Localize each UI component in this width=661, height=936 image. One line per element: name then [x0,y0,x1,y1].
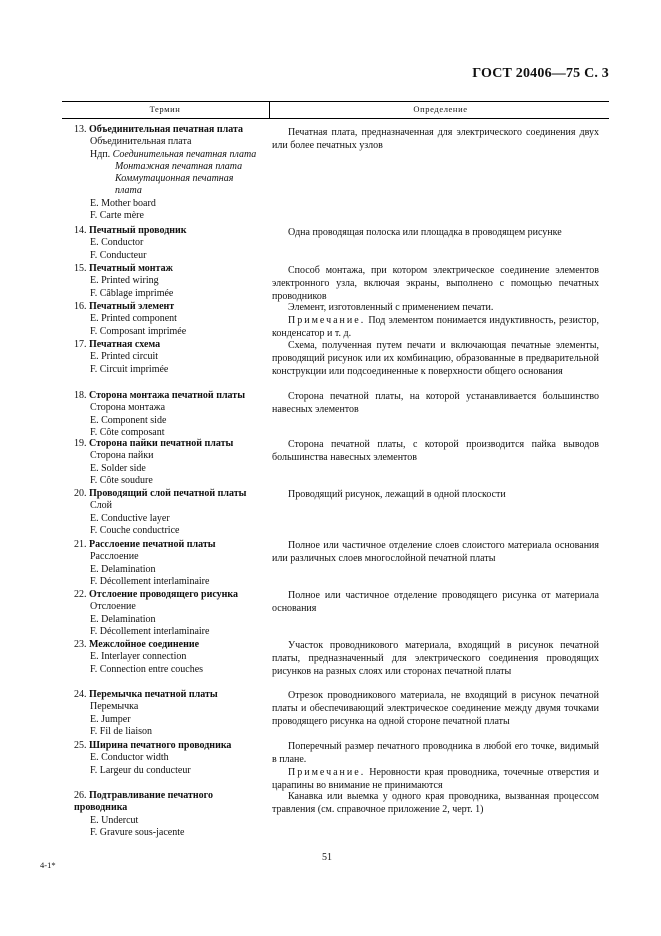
term-number: 15. [74,263,87,274]
definition-text: Полное или частичное отделение слоев слоистого материала основания или различных слоев многослойной печатной платы [272,540,599,564]
note-label: Примечание. [288,315,366,326]
term-cell [62,639,267,676]
definition-cell [272,226,599,239]
definition-text: Сторона печатной платы, с которой производится пайка выводов большинства навесных элементов [272,439,599,463]
english-term: E. Jumper [90,713,131,725]
standard-header: ГОСТ 20406—75 С. 3 [472,66,609,81]
term-number: 24. [74,689,87,700]
definition-cell [272,301,599,340]
french-term: F. Gravure sous-jacente [90,826,185,838]
definition-cell [272,126,599,152]
term-cell [62,438,267,487]
french-term: F. Conducteur [90,249,147,261]
term-number: 17. [74,339,87,350]
term-synonym: Объединительная плата [90,136,192,148]
french-term: F. Carte mère [90,210,144,222]
term-title: Печатный проводник [89,225,187,236]
english-term: E. Conductive layer [90,512,170,524]
english-term: E. Printed circuit [90,351,159,363]
print-mark: 4-1* [40,860,56,870]
term-number: 26. [74,790,87,801]
term-number: 21. [74,539,87,550]
term-title: Перемычка печатной платы [89,689,218,700]
definition-text: Отрезок проводникового материала, не входящий в рисунок печатной платы и обеспечивающий электрическое соединение между двумя точками проводящего рисунка на одной стороне печатной платы [272,690,599,727]
term-title: Проводящий слой печатной платы [89,488,247,499]
definition-text: Сторона печатной платы, на которой устанавливается большинство навесных элементов [272,391,599,415]
french-term: F. Connection entre couches [90,663,204,675]
english-term: E. Delamination [90,563,156,575]
npd-term: Монтажная печатная плата [115,160,243,172]
term-synonym: Сторона монтажа [90,402,166,414]
definition-text: Способ монтажа, при котором электрическое соединение элементов электронного узла, включая экраны, выполнено с помощью печатных проводников [272,265,599,302]
npd-term: Коммутационная печатная [115,173,234,185]
term-synonym: Слой [90,500,113,512]
english-term: E. Delamination [90,613,156,625]
term-title: Межслойное соединение [89,639,200,650]
french-term: F. Côte soudure [90,474,153,486]
definition-text: Участок проводникового материала, входящий в рисунок печатной платы, предназначенный для электрического соединения проводящих рисунков на разных слоях или сторонах печатной платы [272,640,599,677]
term-title: Печатный элемент [89,301,175,312]
definition-text: Канавка или выемка у одного края проводника, вызванная процессом травления (см. справочное приложение 2, черт. 1) [272,791,599,815]
definition-cell [272,639,599,678]
definition-cell [272,264,599,303]
definition-cell [272,740,599,792]
term-number: 19. [74,438,87,449]
english-term: E. Printed wiring [90,275,159,287]
definition-cell [272,438,599,464]
term-cell [62,689,267,738]
english-term: E. Interlayer connection [90,651,187,663]
column-header-term: Термин [149,104,181,114]
term-cell [62,740,267,777]
npd-label: Ндп. [90,148,111,160]
term-number: 16. [74,301,87,312]
definition-text: Поперечный размер печатного проводника в любой его точке, видимый в плане. [272,741,599,765]
term-number: 20. [74,488,87,499]
definition-text: Печатная плата, предназначенная для электрического соединения двух или более печатных узлов [272,127,599,151]
term-cell [62,339,267,376]
term-title: Сторона пайки печатной платы [89,438,234,449]
definition-cell [272,589,599,615]
definition-cell [272,339,599,378]
french-term: F. Couche conductrice [90,524,180,536]
note-text: Под элементом понимается индуктивность, резистор, конденсатор и т. д. [272,315,599,339]
term-title: Печатный монтаж [89,263,173,274]
french-term: F. Câblage imprimée [90,287,174,299]
term-synonym: Отслоение [90,601,136,613]
term-cell [62,539,267,588]
term-title: Расслоение печатной платы [89,539,216,550]
term-number: 22. [74,589,87,600]
term-cell [62,589,267,638]
term-cell [62,488,267,537]
term-cell [62,301,267,338]
term-title: Отслоение проводящего рисунка [89,589,239,600]
term-number: 23. [74,639,87,650]
term-number: 25. [74,740,87,751]
term-synonym: Расслоение [90,551,139,563]
definition-text: Полное или частичное отделение проводящего рисунка от материала основания [272,590,599,614]
term-cell [62,790,267,839]
column-header-definition: Определение [413,104,468,114]
french-term: F. Largeur du conducteur [90,764,191,776]
definition-text: Проводящий рисунок, лежащий в одной плоскости [288,489,506,500]
definition-cell [272,390,599,416]
term-synonym: Сторона пайки [90,450,154,462]
npd-term: Соединительная печатная плата [112,148,257,160]
definition-text: Элемент, изготовленный с применением печати. [288,302,494,313]
page-number: 51 [322,852,332,863]
term-title: Подтравливание печатного проводника [74,790,213,814]
french-term: F. Composant imprimée [90,325,187,337]
term-number: 18. [74,390,87,401]
english-term: E. Undercut [90,814,139,826]
note-label: Примечание. [288,767,366,778]
definition-text: Одна проводящая полоска или площадка в проводящем рисунке [288,227,562,238]
definition-cell [272,689,599,728]
term-number: 14. [74,225,87,236]
npd-term: плата [115,185,142,197]
definition-cell [272,790,599,816]
english-term: E. Printed component [90,313,177,325]
definition-text: Схема, полученная путем печати и включающая печатные элементы, проводящий рисунок или их комбинацию, образованные в предварительной конструкции или подсоединенные к поверхности общего основания [272,340,599,377]
term-title: Объединительная печатная плата [89,124,243,135]
note-text: Неровности края проводника, точечные отверстия и царапины во внимание не принимаются [272,767,599,791]
french-term: F. Côte composant [90,426,165,438]
term-title: Печатная схема [89,339,161,350]
english-term: E. Solder side [90,462,146,474]
term-number: 13. [74,124,87,135]
french-term: F. Décollement interlaminaire [90,575,210,587]
english-term: E. Component side [90,414,167,426]
term-cell [62,390,267,439]
french-term: F. Décollement interlaminaire [90,625,210,637]
french-term: F. Circuit imprimée [90,363,169,375]
english-term: E. Conductor [90,237,144,249]
term-cell [62,263,267,300]
term-title: Ширина печатного проводника [89,740,232,751]
definition-cell [272,539,599,565]
french-term: F. Fil de liaison [90,725,152,737]
term-synonym: Перемычка [90,701,139,713]
term-cell [62,225,267,262]
english-term: E. Conductor width [90,752,169,764]
term-title: Сторона монтажа печатной платы [89,390,246,401]
english-term: E. Mother board [90,197,156,209]
definition-cell [272,488,599,501]
term-cell [62,124,267,222]
